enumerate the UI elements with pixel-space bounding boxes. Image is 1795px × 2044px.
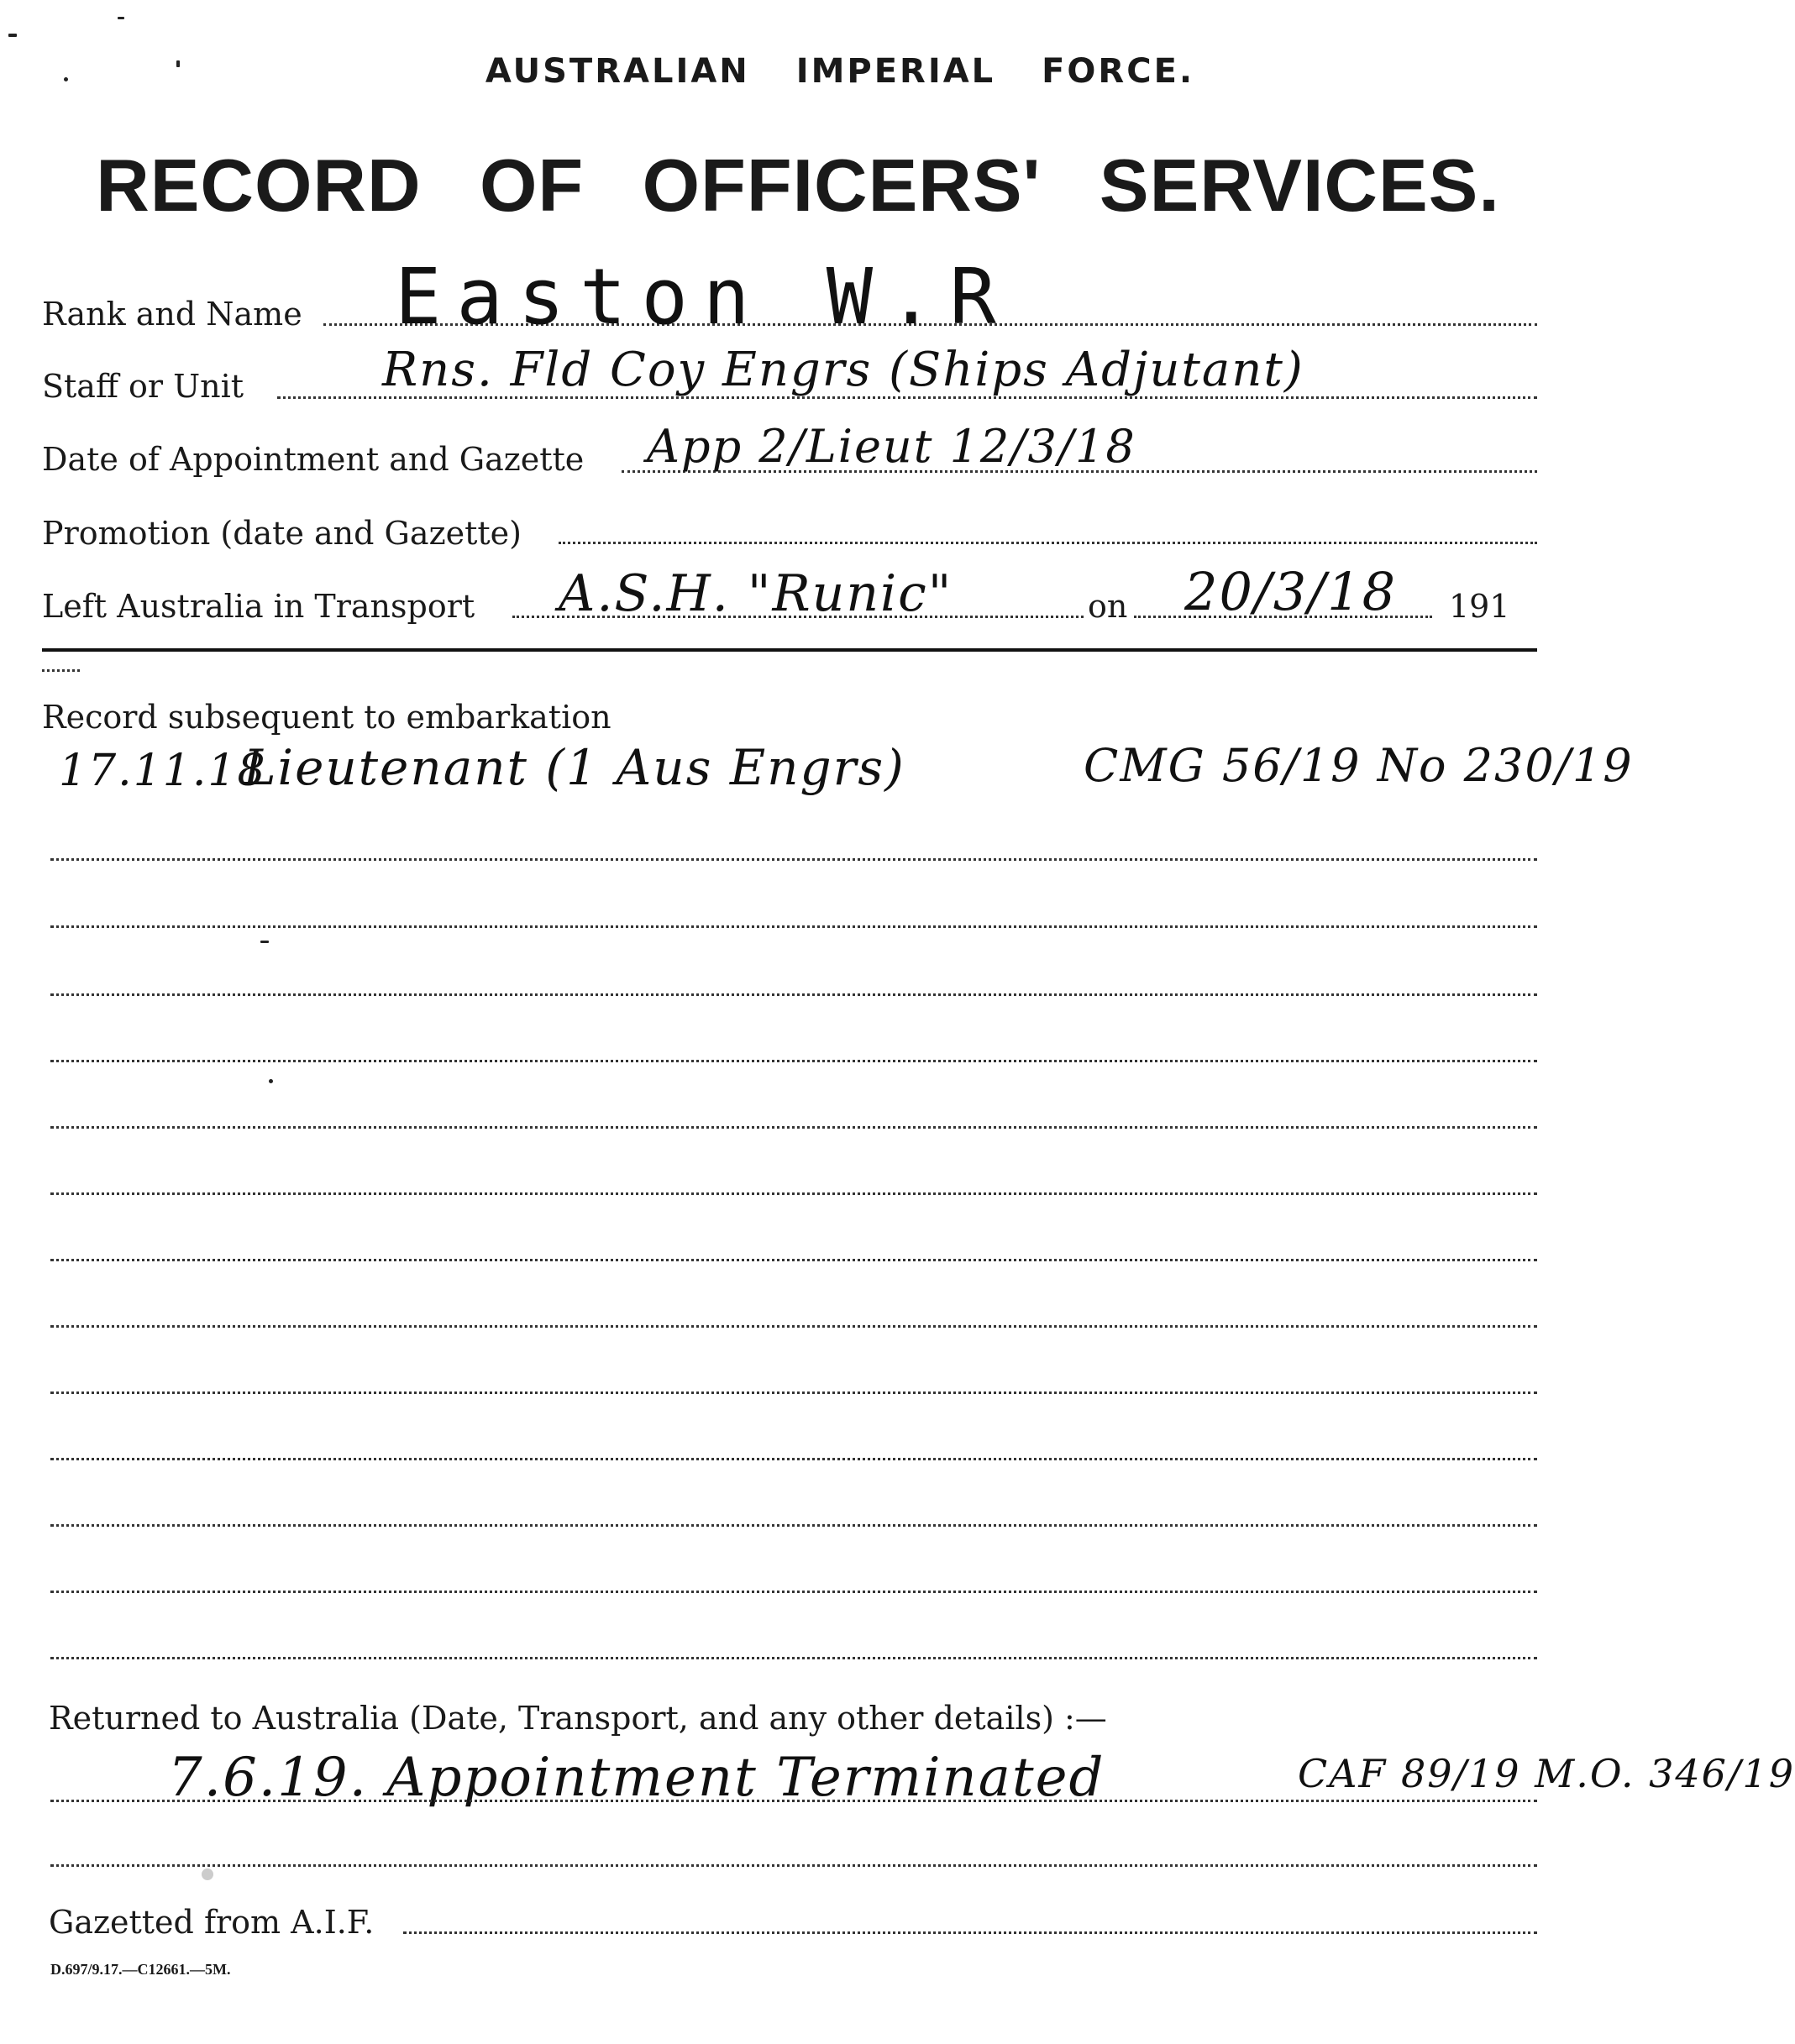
on-label: on (1088, 588, 1128, 625)
left-australia-label: Left Australia in Transport (42, 588, 475, 625)
record-line (50, 1391, 1537, 1394)
record-line (50, 1126, 1537, 1129)
promotion-label: Promotion (date and Gazette) (42, 515, 522, 552)
promotion-line (559, 542, 1537, 544)
scan-mark (202, 1868, 213, 1880)
scan-mark (118, 17, 124, 19)
staff-unit-label: Staff or Unit (42, 368, 244, 405)
record-entry-date: 17.11.18 (59, 746, 267, 796)
section-divider (42, 648, 1537, 652)
scan-mark (8, 34, 17, 37)
appointment-value: App 2/Lieut 12/3/18 (647, 420, 1136, 473)
scan-mark (269, 1079, 273, 1083)
returned-label: Returned to Australia (Date, Transport, and any other details) :— (49, 1700, 1107, 1737)
record-line (50, 1657, 1537, 1659)
record-line (50, 925, 1537, 928)
returned-line (50, 1864, 1537, 1867)
scan-mark (176, 60, 180, 67)
record-line (50, 1591, 1537, 1593)
record-line (50, 993, 1537, 996)
departure-date-value: 20/3/18 (1184, 561, 1398, 622)
year-label: 191 (1449, 588, 1510, 625)
returned-line (50, 1800, 1537, 1802)
record-entry-reference: CMG 56/19 No 230/19 (1084, 739, 1634, 792)
force-title: AUSTRALIAN IMPERIAL FORCE. (485, 52, 1195, 91)
record-line (50, 1192, 1537, 1195)
record-line (50, 1524, 1537, 1527)
record-line (50, 1060, 1537, 1062)
returned-value: 7.6.19. Appointment Terminated (168, 1747, 1105, 1809)
record-line (50, 1325, 1537, 1328)
record-entry-text: Lieutenant (1 Aus Engrs) (244, 739, 905, 796)
scan-mark (260, 941, 269, 943)
staff-unit-value: Rns. Fld Coy Engrs (Ships Adjutant) (382, 343, 1304, 397)
appointment-label: Date of Appointment and Gazette (42, 441, 585, 478)
record-heading: RECORD OF OFFICERS' SERVICES. (96, 144, 1500, 227)
rank-name-label: Rank and Name (42, 296, 302, 333)
gazetted-label: Gazetted from A.I.F. (49, 1904, 375, 1941)
rank-name-value: Easton W.R (395, 252, 1011, 342)
scan-mark (64, 77, 68, 81)
record-subsequent-label: Record subsequent to embarkation (42, 699, 611, 736)
returned-reference: CAF 89/19 M.O. 346/19 (1298, 1751, 1795, 1796)
transport-value: A.S.H. "Runic" (559, 564, 953, 623)
record-line (50, 1259, 1537, 1261)
record-line (50, 1458, 1537, 1460)
print-code: D.697/9.17.—C12661.—5M. (50, 1961, 231, 1978)
record-line (50, 858, 1537, 861)
divider-dots (42, 669, 80, 672)
gazetted-line (403, 1931, 1537, 1934)
